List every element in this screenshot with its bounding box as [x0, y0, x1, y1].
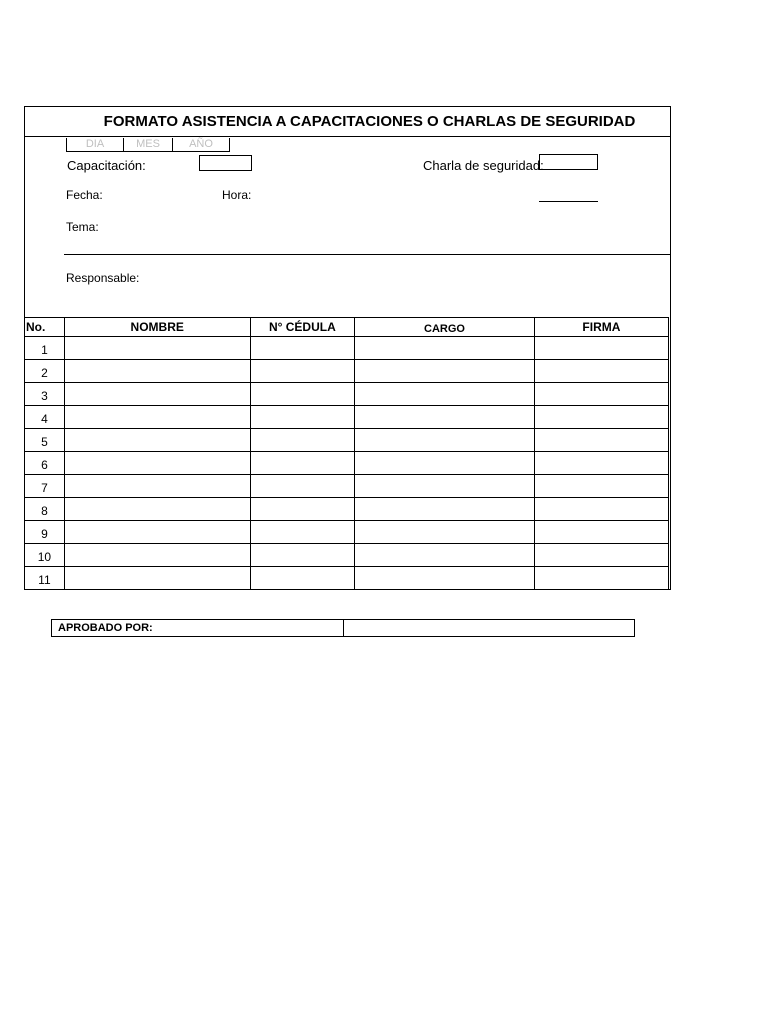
table-row [25, 406, 669, 429]
nombre-cell[interactable] [64, 567, 250, 590]
date-month-box[interactable]: MES [123, 138, 173, 152]
row-number: 11 [25, 567, 65, 590]
firma-cell[interactable] [534, 544, 668, 567]
row-number: 6 [25, 452, 65, 475]
date-year-box[interactable]: AÑO [172, 138, 230, 152]
attendance-form [24, 106, 671, 590]
firma-cell[interactable] [534, 337, 668, 360]
row-number: 5 [25, 429, 65, 452]
row-number: 7 [25, 475, 65, 498]
firma-cell[interactable] [534, 406, 668, 429]
approval-field[interactable] [344, 620, 635, 637]
firma-cell[interactable] [534, 567, 668, 590]
header-nombre: NOMBRE [64, 318, 250, 337]
table-row [25, 360, 669, 383]
row-number: 2 [25, 360, 65, 383]
approval-table [51, 619, 635, 637]
firma-cell[interactable] [534, 360, 668, 383]
cedula-cell[interactable] [250, 498, 355, 521]
table-row [25, 498, 669, 521]
firma-cell[interactable] [534, 383, 668, 406]
capacitacion-checkbox[interactable] [199, 155, 252, 171]
nombre-cell[interactable] [64, 544, 250, 567]
cargo-cell[interactable] [355, 475, 535, 498]
tema-label: Tema: [66, 220, 99, 234]
cedula-cell[interactable] [250, 521, 355, 544]
firma-cell[interactable] [534, 475, 668, 498]
capacitacion-label: Capacitación: [67, 158, 146, 173]
fecha-label: Fecha: [66, 188, 103, 202]
cargo-cell[interactable] [355, 498, 535, 521]
cedula-cell[interactable] [250, 544, 355, 567]
nombre-cell[interactable] [64, 521, 250, 544]
charla-checkbox[interactable] [539, 154, 598, 170]
nombre-cell[interactable] [64, 429, 250, 452]
cargo-cell[interactable] [355, 406, 535, 429]
form-title: FORMATO ASISTENCIA A CAPACITACIONES O CHARLAS DE SEGURIDAD [25, 107, 670, 137]
cargo-cell[interactable] [355, 521, 535, 544]
cedula-cell[interactable] [250, 475, 355, 498]
cargo-cell[interactable] [355, 452, 535, 475]
table-row [25, 521, 669, 544]
table-header-row [25, 318, 669, 337]
approval-label: APROBADO POR: [52, 620, 344, 637]
header-firma: FIRMA [534, 318, 668, 337]
row-number: 3 [25, 383, 65, 406]
firma-cell[interactable] [534, 498, 668, 521]
nombre-cell[interactable] [64, 337, 250, 360]
cedula-cell[interactable] [250, 429, 355, 452]
firma-cell[interactable] [534, 452, 668, 475]
responsable-label: Responsable: [66, 271, 140, 285]
row-number: 4 [25, 406, 65, 429]
tema-line[interactable] [64, 254, 671, 255]
signature-line[interactable] [539, 201, 598, 202]
cargo-cell[interactable] [355, 360, 535, 383]
nombre-cell[interactable] [64, 383, 250, 406]
nombre-cell[interactable] [64, 360, 250, 383]
firma-cell[interactable] [534, 521, 668, 544]
nombre-cell[interactable] [64, 406, 250, 429]
cedula-cell[interactable] [250, 383, 355, 406]
table-row [25, 429, 669, 452]
header-cargo: CARGO [355, 318, 535, 337]
attendance-table [24, 317, 669, 590]
cargo-cell[interactable] [355, 337, 535, 360]
row-number: 1 [25, 337, 65, 360]
table-row [25, 383, 669, 406]
cedula-cell[interactable] [250, 452, 355, 475]
table-row [25, 475, 669, 498]
header-no: No. [25, 318, 65, 337]
nombre-cell[interactable] [64, 452, 250, 475]
nombre-cell[interactable] [64, 475, 250, 498]
cargo-cell[interactable] [355, 544, 535, 567]
date-parts [66, 138, 229, 152]
hora-label: Hora: [222, 188, 252, 202]
table-row [25, 544, 669, 567]
charla-label: Charla de seguridad: [423, 158, 544, 173]
cedula-cell[interactable] [250, 406, 355, 429]
header-cedula: N° CÉDULA [250, 318, 355, 337]
approval-row [52, 620, 635, 637]
nombre-cell[interactable] [64, 498, 250, 521]
table-row [25, 567, 669, 590]
date-day-box[interactable]: DIA [66, 138, 124, 152]
table-row [25, 337, 669, 360]
cargo-cell[interactable] [355, 383, 535, 406]
cargo-cell[interactable] [355, 429, 535, 452]
cedula-cell[interactable] [250, 360, 355, 383]
firma-cell[interactable] [534, 429, 668, 452]
cargo-cell[interactable] [355, 567, 535, 590]
row-number: 10 [25, 544, 65, 567]
row-number: 9 [25, 521, 65, 544]
row-number: 8 [25, 498, 65, 521]
cedula-cell[interactable] [250, 337, 355, 360]
cedula-cell[interactable] [250, 567, 355, 590]
table-row [25, 452, 669, 475]
